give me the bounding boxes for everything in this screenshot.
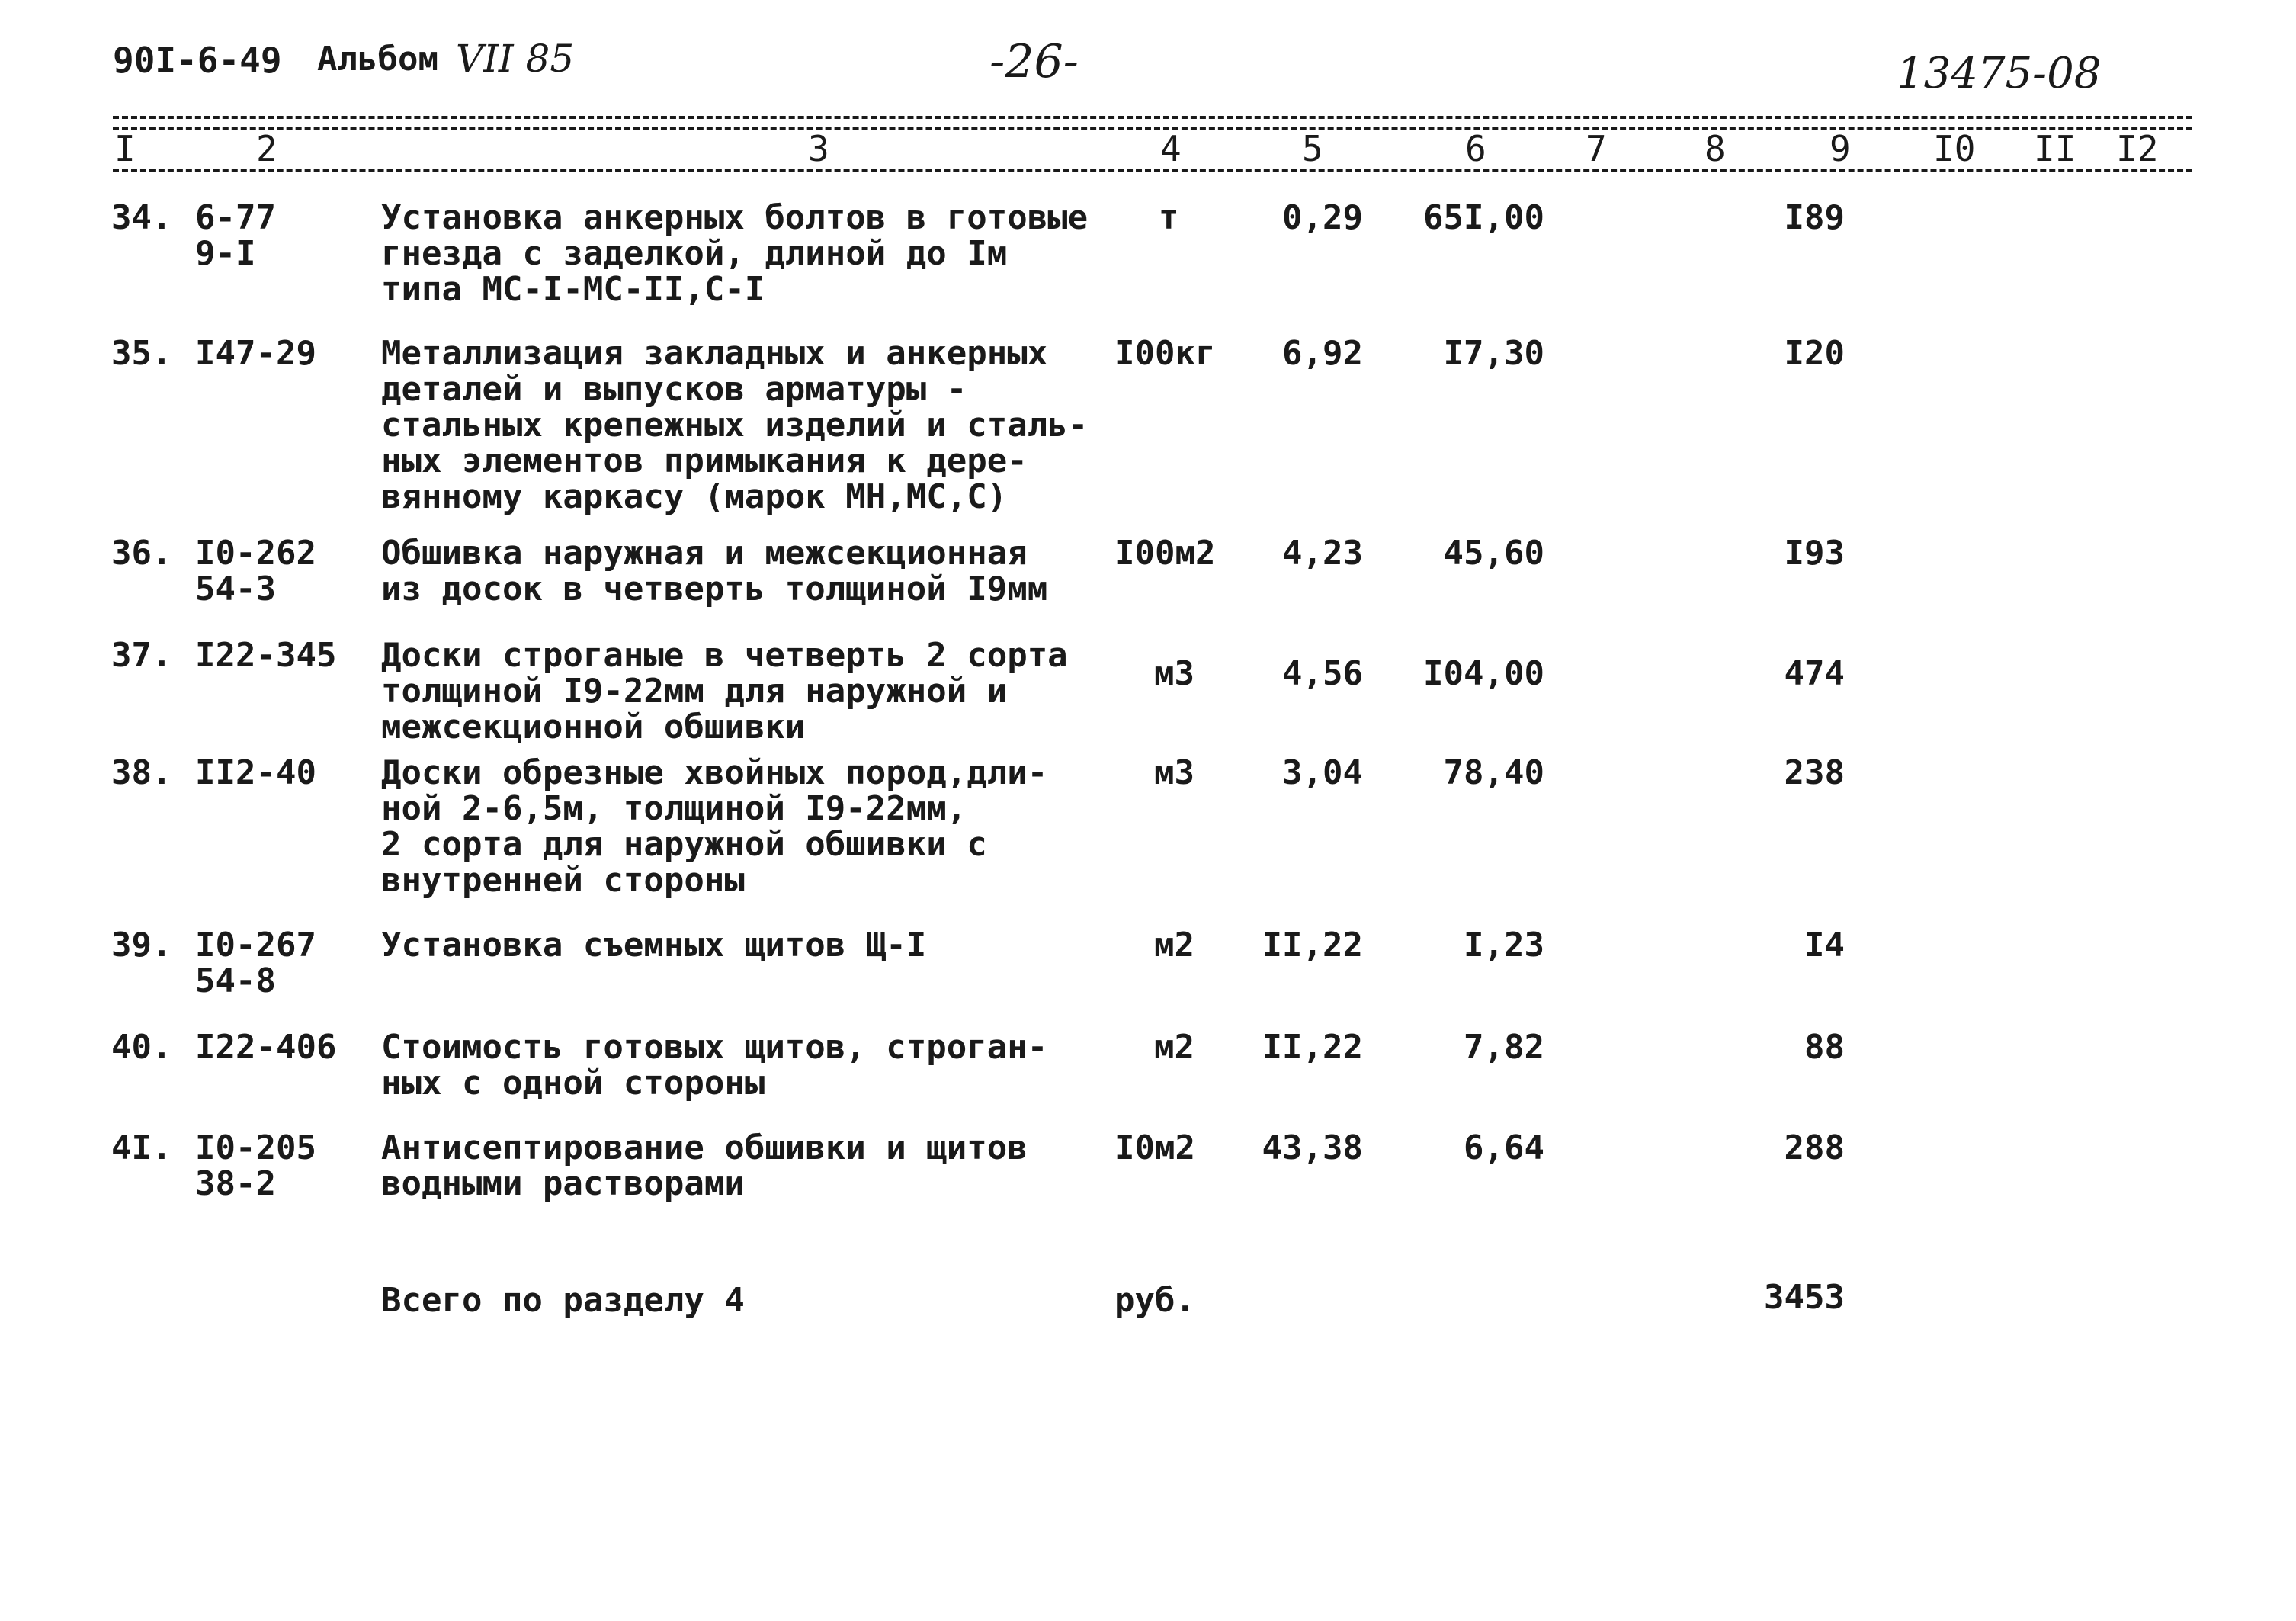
work-description: Стоимость готовых щитов, строган- ных с одной стороны	[381, 1028, 1048, 1103]
price-code: I0-262 54-3	[195, 534, 316, 608]
unit-price: I04,00	[1423, 654, 1544, 693]
total-cost: 474	[1784, 654, 1845, 693]
row-number: 4I.	[111, 1128, 172, 1167]
unit-price: 65I,00	[1423, 198, 1544, 237]
quantity: 43,38	[1262, 1128, 1363, 1167]
column-number: 3	[808, 128, 829, 169]
header-rule-top-inner	[113, 127, 2192, 130]
unit-price: 6,64	[1464, 1128, 1544, 1167]
price-code: 6-77 9-I	[195, 198, 276, 273]
document-number: 13475-08	[1897, 49, 2102, 98]
total-cost: I93	[1784, 534, 1845, 573]
column-number: 6	[1465, 128, 1486, 169]
section-total-label: Всего по разделу 4	[381, 1281, 745, 1320]
work-description: Антисептирование обшивки и щитов водными растворами	[381, 1128, 1028, 1203]
series-code: 90I-6-49	[113, 40, 282, 81]
unit-price: I,23	[1464, 926, 1544, 965]
total-cost: I20	[1784, 334, 1845, 373]
album-number: VII 85	[456, 37, 575, 81]
quantity: 6,92	[1282, 334, 1363, 373]
column-number: 5	[1302, 128, 1323, 169]
unit: I00кг	[1114, 334, 1216, 373]
work-description: Обшивка наружная и межсекционная из досок в четверть толщиной I9мм	[381, 534, 1048, 608]
quantity: II,22	[1262, 926, 1363, 965]
total-cost: I89	[1784, 198, 1845, 237]
price-code: I0-205 38-2	[195, 1128, 316, 1203]
quantity: II,22	[1262, 1028, 1363, 1067]
header-rule-top	[113, 116, 2192, 119]
header-rule-bottom	[113, 169, 2192, 172]
row-number: 35.	[111, 334, 172, 373]
unit-price: I7,30	[1443, 334, 1544, 373]
column-number: I0	[1933, 128, 1976, 169]
unit-price: 45,60	[1443, 534, 1544, 573]
section-total-value: 3453	[1764, 1278, 1845, 1317]
work-description: Установка съемных щитов Щ-I	[381, 926, 927, 965]
total-cost: 288	[1784, 1128, 1845, 1167]
quantity: 3,04	[1282, 753, 1363, 792]
section-total-unit: руб.	[1114, 1281, 1195, 1320]
total-cost: 238	[1784, 753, 1845, 792]
album-label: Альбом	[317, 40, 438, 79]
row-number: 34.	[111, 198, 172, 237]
quantity: 0,29	[1282, 198, 1363, 237]
unit: м2	[1154, 1028, 1194, 1067]
total-cost: I4	[1804, 926, 1845, 965]
row-number: 37.	[111, 636, 172, 675]
row-number: 36.	[111, 534, 172, 573]
unit: м2	[1154, 926, 1194, 965]
row-number: 38.	[111, 753, 172, 792]
column-number: 9	[1829, 128, 1851, 169]
row-number: 40.	[111, 1028, 172, 1067]
work-description: Доски обрезные хвойных пород,дли- ной 2-6,5м, толщиной I9-22мм, 2 сорта для наружной обшивки с внутренней стороны	[381, 753, 1048, 900]
unit: I0м2	[1114, 1128, 1195, 1167]
price-code: II2-40	[195, 753, 316, 792]
column-number: 8	[1704, 128, 1726, 169]
column-number: I2	[2116, 128, 2159, 169]
price-code: I47-29	[195, 334, 316, 373]
page-number: -26-	[989, 35, 1079, 88]
work-description: Металлизация закладных и анкерных деталей и выпусков арматуры - стальных крепежных изделий и сталь- ных элементов примыкания к дере- вянному каркасу (марок МН,МС,С)	[381, 334, 1089, 516]
column-number: 7	[1586, 128, 1607, 169]
total-cost: 88	[1804, 1028, 1845, 1067]
column-number: II	[2034, 128, 2076, 169]
unit: м3	[1154, 753, 1194, 792]
row-number: 39.	[111, 926, 172, 965]
quantity: 4,23	[1282, 534, 1363, 573]
unit-price: 78,40	[1443, 753, 1544, 792]
unit: I00м2	[1114, 534, 1216, 573]
price-code: I0-267 54-8	[195, 926, 316, 1000]
work-description: Установка анкерных болтов в готовые гнезда с заделкой, длиной до Iм типа МС-I-МС-II,С-I	[381, 198, 1089, 309]
column-number: 2	[256, 128, 277, 169]
unit: м3	[1154, 654, 1194, 693]
work-description: Доски строганые в четверть 2 сорта толщиной I9-22мм для наружной и межсекционной обшивки	[381, 636, 1068, 746]
price-code: I22-406	[195, 1028, 337, 1067]
column-number: 4	[1160, 128, 1182, 169]
unit: т	[1159, 198, 1179, 237]
quantity: 4,56	[1282, 654, 1363, 693]
unit-price: 7,82	[1464, 1028, 1544, 1067]
column-number: I	[114, 128, 136, 169]
price-code: I22-345	[195, 636, 337, 675]
